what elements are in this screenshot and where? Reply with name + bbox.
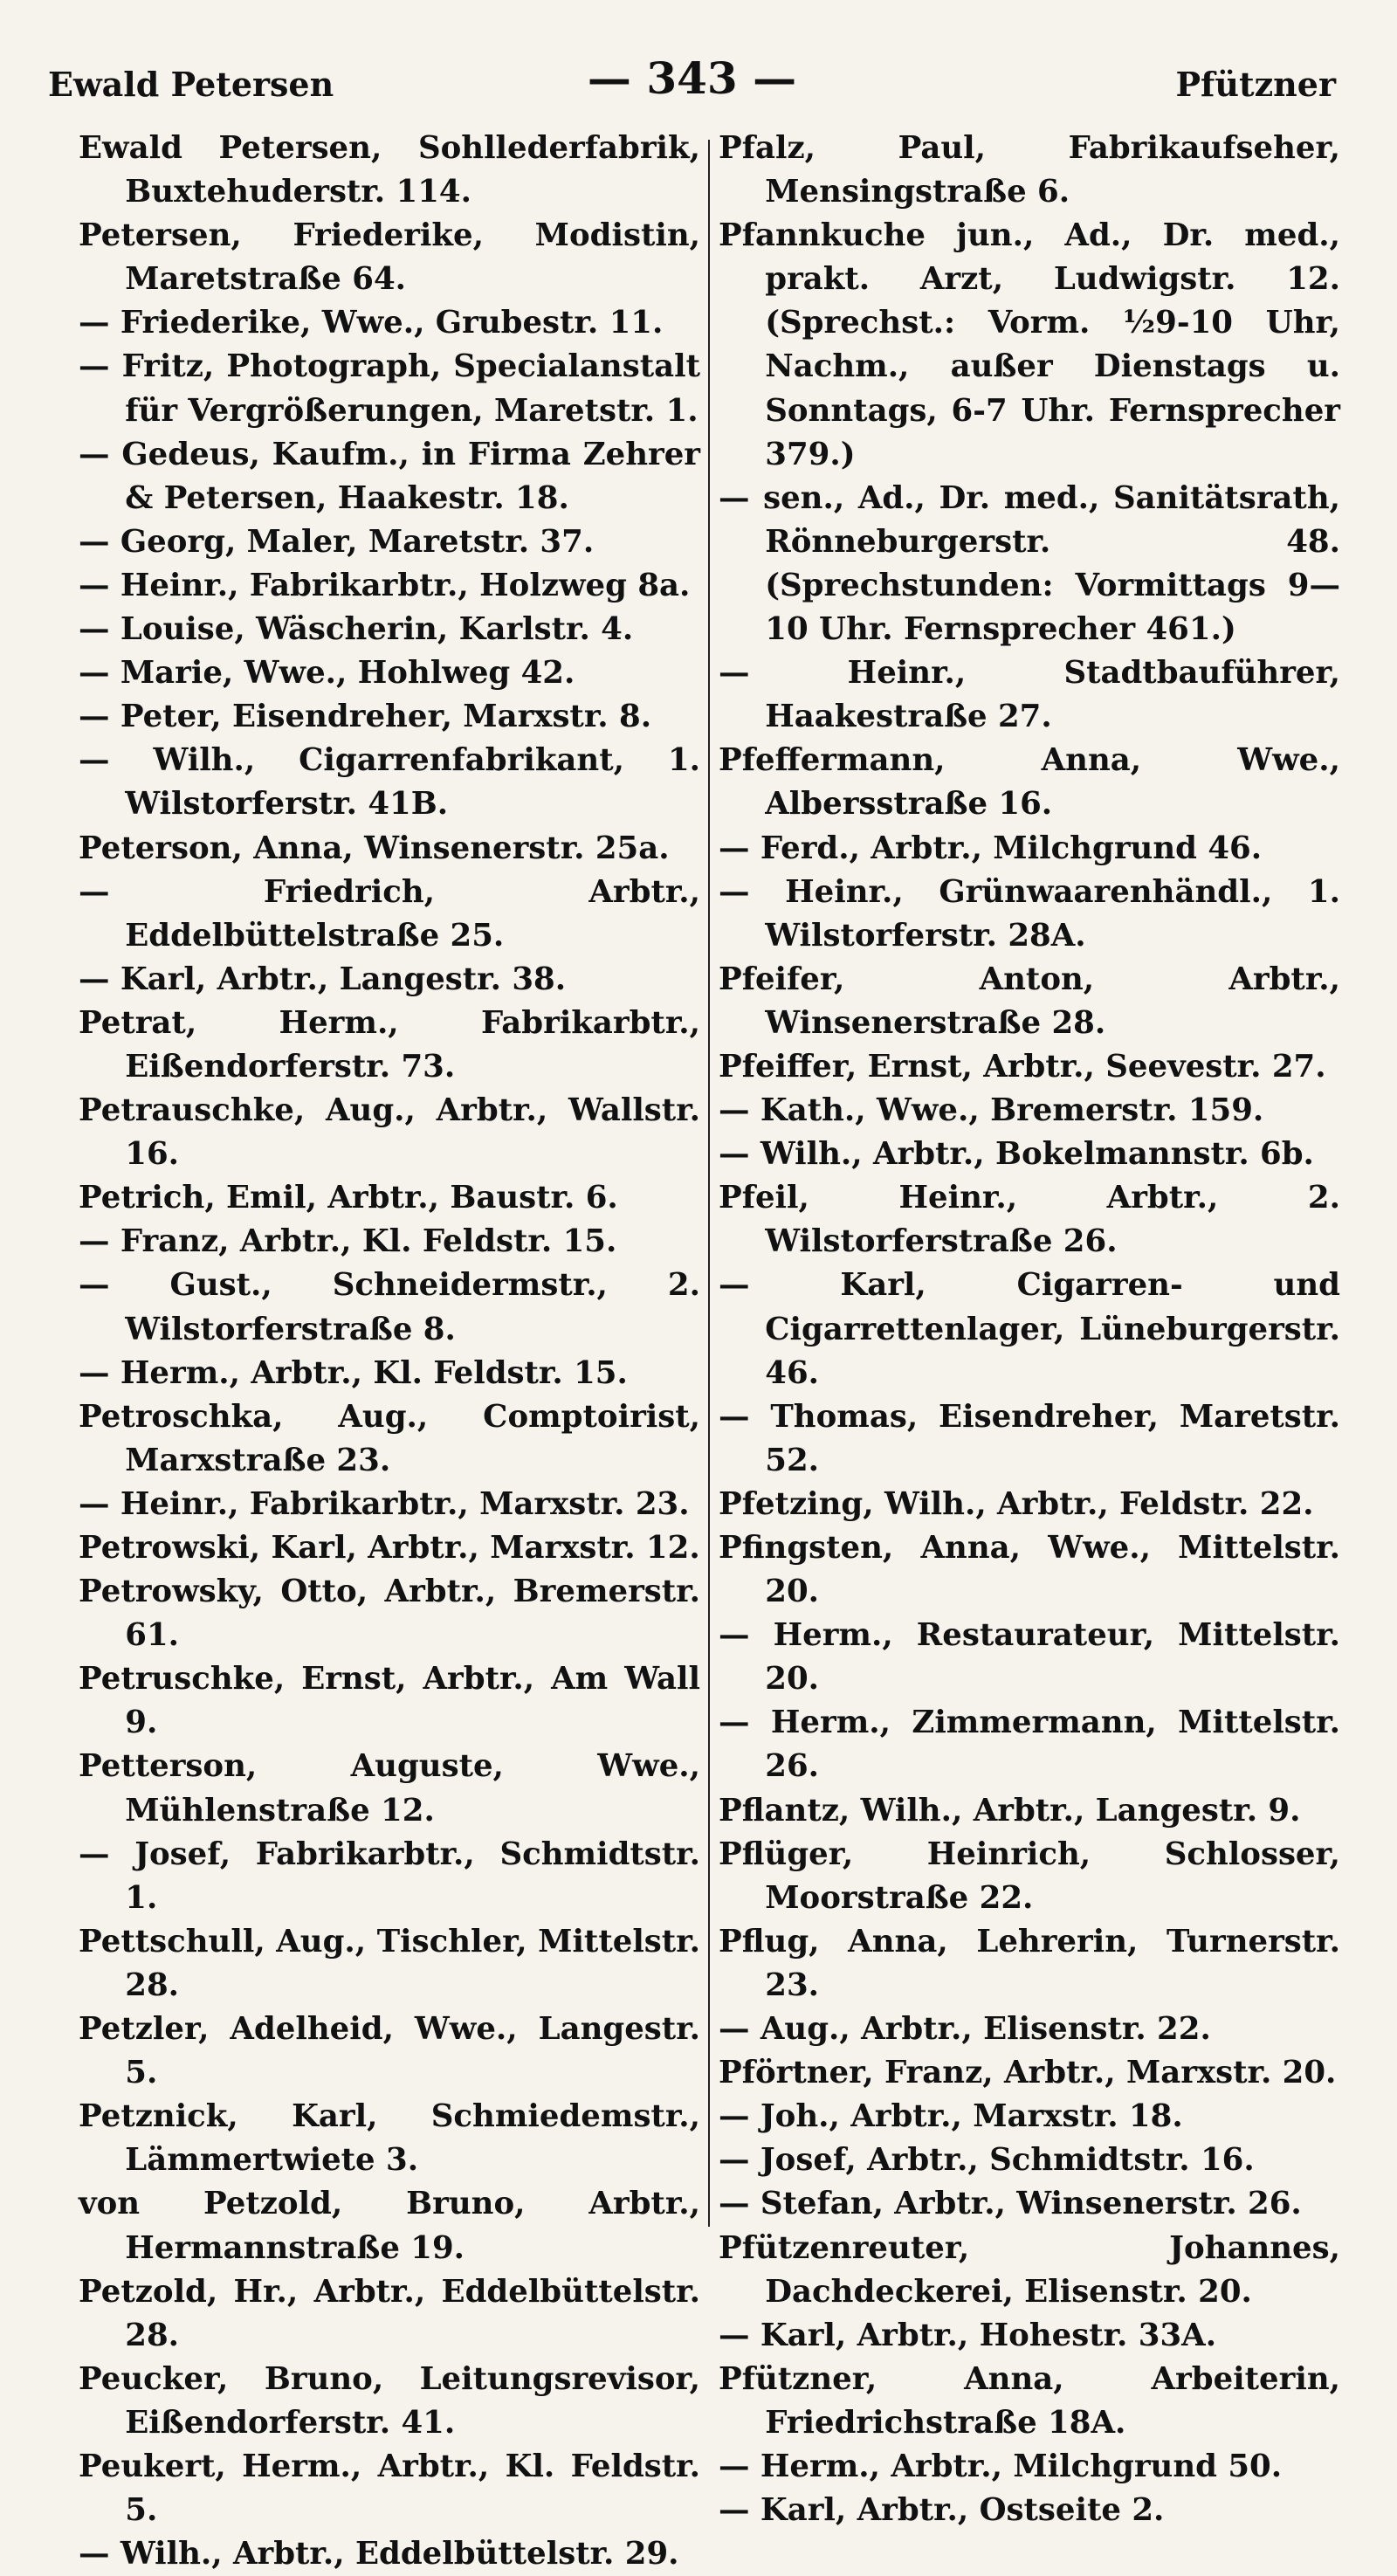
directory-entry: — Wilh., Arbtr., Eddelbüttelstr. 29. — [79, 2536, 679, 2573]
directory-entry: Peucker, Bruno, Leitungsrevisor, Eißendorferstr. 41. — [79, 2360, 700, 2441]
directory-entry: — Gust., Schneidermstr., 2. Wilstorferstraße 8. — [79, 1267, 700, 1347]
left-column — [79, 127, 700, 2576]
directory-entry: — Wilh., Cigarrenfabrikant, 1. Wilstorferstr. 41B. — [79, 742, 700, 823]
directory-entry: Pfützenreuter, Johannes, Dachdeckerei, Elisenstr. 20. — [719, 2229, 1340, 2310]
directory-entry: Petrat, Herm., Fabrikarbtr., Eißendorferstr. 73. — [79, 1004, 700, 1085]
directory-entry: — Karl, Arbtr., Ostseite 2. — [719, 2492, 1165, 2529]
directory-entry: — Heinr., Fabrikarbtr., Marxstr. 23. — [79, 1485, 690, 1522]
directory-entry: Petersen, Friederike, Modistin, Maretstraße 64. — [79, 217, 700, 298]
directory-entry: — Peter, Eisendreher, Marxstr. 8. — [79, 699, 652, 735]
column-divider — [708, 140, 710, 2227]
directory-entry: Pflüger, Heinrich, Schlosser, Moorstraße 22. — [719, 1836, 1340, 1916]
directory-entry: Petrich, Emil, Arbtr., Baustr. 6. — [79, 1180, 618, 1216]
directory-entry: Petruschke, Ernst, Arbtr., Am Wall 9. — [79, 1661, 700, 1741]
directory-entry: von Petzold, Bruno, Arbtr., Hermannstraße 19. — [79, 2186, 700, 2266]
directory-entry: Pfeifer, Anton, Arbtr., Winsenerstraße 28. — [719, 961, 1340, 1041]
directory-entry: — Karl, Cigarren- und Cigarrettenlager, Lüneburgerstr. 46. — [719, 1267, 1340, 1391]
right-column — [719, 127, 1340, 2532]
directory-entry: Pfeiffer, Ernst, Arbtr., Seevestr. 27. — [719, 1048, 1326, 1085]
directory-columns — [79, 127, 1340, 2573]
directory-entry: — Aug., Arbtr., Elisenstr. 22. — [719, 2011, 1211, 2048]
directory-entry: — Herm., Restaurateur, Mittelstr. 20. — [719, 1617, 1340, 1698]
directory-entry: Pfannkuche jun., Ad., Dr. med., prakt. Arzt, Ludwigstr. 12. (Sprechst.: Vorm. ½9-10 Uhr, Nachm., außer Dienstags u. Sonntags, 6-7 Uhr. Fernsprecher 379.) — [719, 217, 1340, 472]
directory-entry: — Herm., Zimmermann, Mittelstr. 26. — [719, 1705, 1340, 1785]
directory-entry: Petzler, Adelheid, Wwe., Langestr. 5. — [79, 2011, 700, 2091]
directory-entry: Petrauschke, Aug., Arbtr., Wallstr. 16. — [79, 1092, 700, 1173]
directory-entry: Pfetzing, Wilh., Arbtr., Feldstr. 22. — [719, 1485, 1314, 1522]
directory-entry: Petrowsky, Otto, Arbtr., Bremerstr. 61. — [79, 1574, 700, 1654]
directory-entry: — Karl, Arbtr., Langestr. 38. — [79, 961, 567, 997]
directory-entry: Pflantz, Wilh., Arbtr., Langestr. 9. — [719, 1792, 1301, 1829]
directory-entry: — Heinr., Fabrikarbtr., Holzweg 8a. — [79, 567, 691, 603]
directory-entry: — Wilh., Arbtr., Bokelmannstr. 6b. — [719, 1136, 1314, 1173]
directory-entry: Petzold, Hr., Arbtr., Eddelbüttelstr. 28. — [79, 2273, 700, 2353]
directory-entry: — Kath., Wwe., Bremerstr. 159. — [719, 1092, 1264, 1129]
directory-entry: Ewald Petersen, Sohllederfabrik, Buxtehuderstr. 114. — [79, 130, 700, 210]
directory-entry: Pfeil, Heinr., Arbtr., 2. Wilstorferstraße 26. — [719, 1180, 1340, 1260]
directory-entry: Petrowski, Karl, Arbtr., Marxstr. 12. — [79, 1530, 700, 1566]
page-number: — 343 — — [587, 52, 797, 104]
header-left-catchword: Ewald Petersen — [48, 65, 334, 104]
directory-entry: — Marie, Wwe., Hohlweg 42. — [79, 655, 575, 692]
directory-entry: — Heinr., Stadtbauführer, Haakestraße 27. — [719, 655, 1340, 735]
directory-entry: — Fritz, Photograph, Specialanstalt für Vergrößerungen, Maretstr. 1. — [79, 348, 700, 429]
directory-entry: Pettschull, Aug., Tischler, Mittelstr. 28. — [79, 1923, 700, 2003]
directory-entry: — Herm., Arbtr., Milchgrund 50. — [719, 2448, 1283, 2484]
directory-entry: — Joh., Arbtr., Marxstr. 18. — [719, 2098, 1183, 2135]
directory-entry: — Ferd., Arbtr., Milchgrund 46. — [719, 830, 1263, 866]
directory-entry: Pfalz, Paul, Fabrikaufseher, Mensingstraße 6. — [719, 130, 1340, 210]
directory-entry: — Gedeus, Kaufm., in Firma Zehrer & Petersen, Haakestr. 18. — [79, 436, 700, 516]
directory-entry: — Thomas, Eisendreher, Maretstr. 52. — [719, 1398, 1340, 1478]
directory-entry: — Heinr., Grünwaarenhändl., 1. Wilstorferstr. 28A. — [719, 873, 1340, 954]
directory-entry: — Stefan, Arbtr., Winsenerstr. 26. — [719, 2186, 1302, 2222]
page-header — [48, 52, 1336, 114]
directory-entry: — Friedrich, Arbtr., Eddelbüttelstraße 25. — [79, 873, 700, 954]
directory-entry: — Friederike, Wwe., Grubestr. 11. — [79, 305, 664, 341]
directory-entry: Peterson, Anna, Winsenerstr. 25a. — [79, 830, 670, 866]
directory-entry: Pfützner, Anna, Arbeiterin, Friedrichstraße 18A. — [719, 2360, 1340, 2441]
directory-entry: — Georg, Maler, Maretstr. 37. — [79, 523, 595, 560]
directory-entry: — Franz, Arbtr., Kl. Feldstr. 15. — [79, 1223, 617, 1260]
directory-entry: Pflug, Anna, Lehrerin, Turnerstr. 23. — [719, 1923, 1340, 2003]
directory-entry: — Louise, Wäscherin, Karlstr. 4. — [79, 611, 634, 648]
directory-entry: Pförtner, Franz, Arbtr., Marxstr. 20. — [719, 2055, 1337, 2091]
header-right-catchword: Pfützner — [1175, 65, 1336, 104]
directory-entry: — Josef, Arbtr., Schmidtstr. 16. — [719, 2142, 1255, 2179]
directory-entry: Petznick, Karl, Schmiedemstr., Lämmertwiete 3. — [79, 2098, 700, 2179]
directory-entry: — Karl, Arbtr., Hohestr. 33A. — [719, 2317, 1217, 2353]
directory-entry: — sen., Ad., Dr. med., Sanitätsrath, Rönneburgerstr. 48. (Sprechstunden: Vormittags 9—10 Uhr. Fernsprecher 461.) — [719, 479, 1340, 648]
directory-entry: Petroschka, Aug., Comptoirist, Marxstraße 23. — [79, 1398, 700, 1478]
directory-entry: — Herm., Arbtr., Kl. Feldstr. 15. — [79, 1354, 628, 1391]
directory-entry: Pfeffermann, Anna, Wwe., Albersstraße 16. — [719, 742, 1340, 823]
directory-entry: Petterson, Auguste, Wwe., Mühlenstraße 12. — [79, 1748, 700, 1829]
directory-entry: — Josef, Fabrikarbtr., Schmidtstr. 1. — [79, 1836, 700, 1916]
directory-entry: Peukert, Herm., Arbtr., Kl. Feldstr. 5. — [79, 2448, 700, 2529]
directory-entry: Pfingsten, Anna, Wwe., Mittelstr. 20. — [719, 1530, 1340, 1610]
